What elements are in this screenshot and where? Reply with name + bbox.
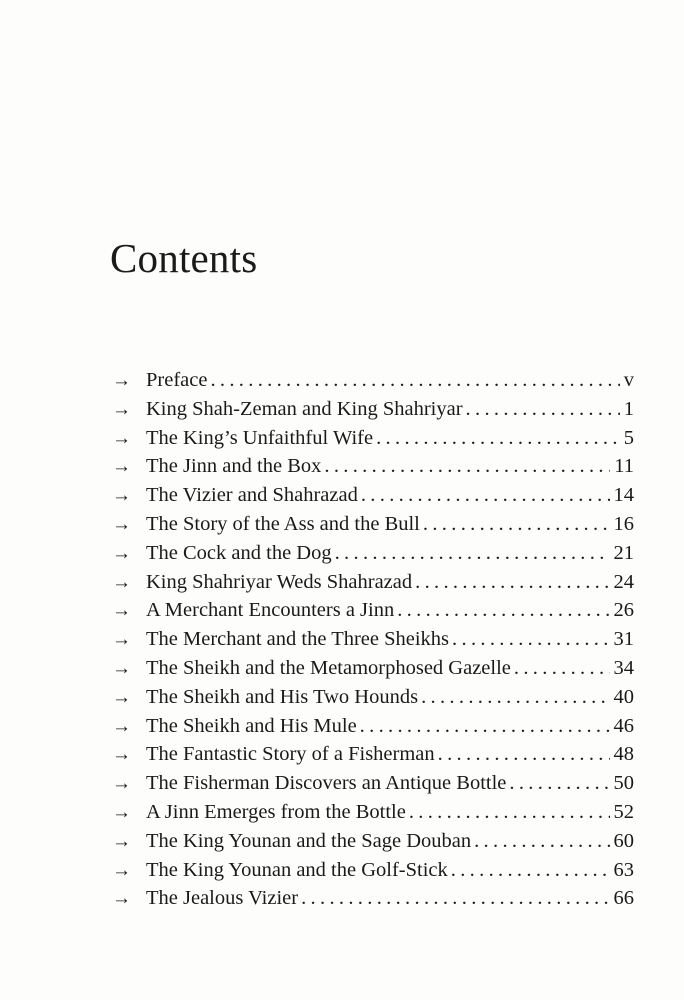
toc-entry (112, 510, 634, 539)
toc-entry-page-number: v (623, 369, 634, 391)
arrow-icon: → (112, 801, 131, 823)
toc-entry-title: The King’s Unfaithful Wife (146, 426, 374, 449)
toc-entry-title: King Shah-Zeman and King Shahriyar (146, 397, 463, 420)
dot-leader (438, 740, 610, 769)
toc-entry (112, 856, 634, 885)
toc-entry-title: The King Younan and the Sage Douban (146, 829, 472, 852)
toc-entry-page-number: 11 (614, 455, 634, 478)
toc-entry-page-number: 40 (613, 685, 634, 708)
toc-entry-title: Preface (146, 369, 208, 391)
arrow-icon: → (112, 600, 131, 622)
arrow-icon: → (112, 398, 131, 420)
toc-entry-title: King Shahriyar Weds Shahrazad (146, 570, 413, 593)
toc-entry-title: The Vizier and Shahrazad (146, 484, 358, 507)
arrow-icon: → (112, 427, 131, 449)
toc-entry (112, 596, 634, 625)
toc-entry (112, 769, 634, 798)
toc-entry-page-number: 52 (613, 800, 634, 823)
toc-entry-page-number: 21 (613, 541, 634, 564)
toc-entry-title: The Fantastic Story of a Fisherman (146, 743, 435, 766)
toc-entry (112, 395, 634, 424)
toc-entry-title: The Sheikh and His Two Hounds (146, 685, 419, 708)
arrow-icon: → (112, 456, 131, 478)
arrow-icon: → (112, 657, 131, 679)
dot-leader (361, 481, 610, 510)
arrow-icon: → (112, 370, 131, 391)
page-title: Contents (110, 235, 258, 281)
toc-entry (112, 481, 634, 510)
toc-entry-title: A Merchant Encounters a Jinn (146, 599, 395, 622)
arrow-icon: → (112, 830, 131, 852)
toc-entry-title: The Merchant and the Three Sheikhs (146, 628, 450, 651)
dot-leader (509, 769, 609, 798)
toc-entry-page-number: 46 (613, 714, 634, 737)
toc-entry-title: The Sheikh and the Metamorphosed Gazelle (146, 656, 511, 679)
dot-leader (466, 395, 620, 424)
arrow-icon: → (112, 513, 131, 535)
toc-entry (112, 827, 634, 856)
dot-leader (409, 798, 610, 827)
toc-entry-page-number: 24 (613, 570, 634, 593)
toc-entry-title: The King Younan and the Golf-Stick (146, 858, 448, 881)
dot-leader (210, 366, 619, 395)
dot-leader (421, 683, 609, 712)
dot-leader (376, 424, 620, 453)
toc-entry-page-number: 16 (613, 512, 634, 535)
toc-entry-title: The Story of the Ass and the Bull (146, 512, 420, 535)
toc-entry (112, 798, 634, 827)
toc-entry-title: The Jealous Vizier (146, 887, 299, 910)
dot-leader (301, 884, 609, 913)
toc-entry-page-number: 14 (613, 484, 634, 507)
toc-entry (112, 539, 634, 568)
toc-entry (112, 654, 634, 683)
toc-entry-page-number: 66 (613, 887, 634, 910)
arrow-icon: → (112, 859, 131, 881)
arrow-icon: → (112, 888, 131, 910)
toc-entry-page-number: 5 (623, 426, 634, 449)
dot-leader (452, 625, 609, 654)
arrow-icon: → (112, 542, 131, 564)
dot-leader (423, 510, 610, 539)
toc-entry-page-number: 63 (613, 858, 634, 881)
toc-entry (112, 683, 634, 712)
toc-entry (112, 366, 634, 395)
arrow-icon: → (112, 744, 131, 766)
toc-entry (112, 712, 634, 741)
arrow-icon: → (112, 686, 131, 708)
toc-entry-title: The Fisherman Discovers an Antique Bottle (146, 772, 507, 795)
arrow-icon: → (112, 773, 131, 795)
toc-entry-page-number: 31 (613, 628, 634, 651)
table-of-contents (112, 366, 634, 913)
toc-entry (112, 452, 634, 481)
toc-entry (112, 568, 634, 597)
toc-entry-page-number: 50 (613, 772, 634, 795)
toc-entry-page-number: 26 (613, 599, 634, 622)
toc-entry (112, 740, 634, 769)
arrow-icon: → (112, 629, 131, 651)
dot-leader (415, 568, 609, 597)
arrow-icon: → (112, 715, 131, 737)
arrow-icon: → (112, 571, 131, 593)
toc-entry (112, 884, 634, 913)
toc-entry-title: A Jinn Emerges from the Bottle (146, 800, 406, 823)
toc-entry-title: The Jinn and the Box (146, 455, 322, 478)
dot-leader (474, 827, 609, 856)
dot-leader (335, 539, 610, 568)
toc-entry (112, 625, 634, 654)
toc-entry-page-number: 60 (613, 829, 634, 852)
toc-entry-title: The Sheikh and His Mule (146, 714, 357, 737)
dot-leader (324, 452, 610, 481)
arrow-icon: → (112, 485, 131, 507)
toc-entry (112, 424, 634, 453)
dot-leader (397, 596, 609, 625)
toc-entry-page-number: 48 (613, 743, 634, 766)
dot-leader (360, 712, 610, 741)
dot-leader (451, 856, 610, 885)
toc-entry-page-number: 34 (613, 656, 634, 679)
toc-entry-page-number: 1 (623, 397, 634, 420)
toc-entry-title: The Cock and the Dog (146, 541, 332, 564)
dot-leader (514, 654, 610, 683)
